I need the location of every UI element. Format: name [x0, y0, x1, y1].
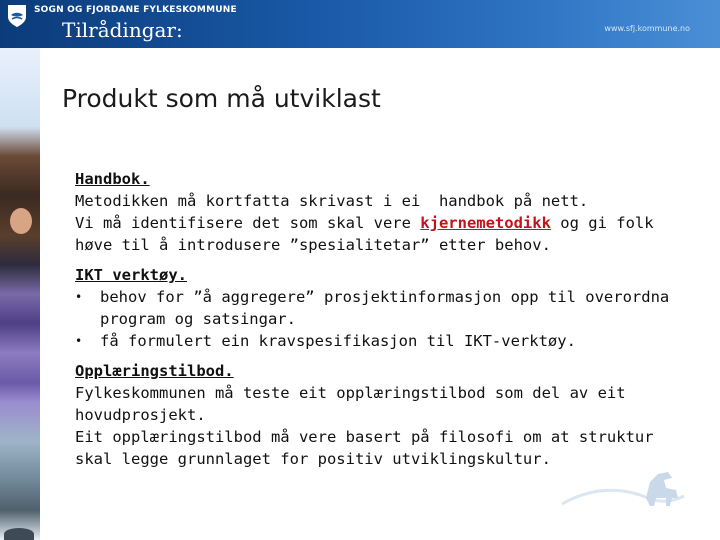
slide-title: Produkt som må utviklast [62, 84, 381, 113]
section-heading: Opplæringstilbod. [75, 362, 234, 380]
list-item-text: få formulert ein kravspesifikasjon til IKT-verktøy. [100, 332, 576, 350]
list-item [75, 286, 685, 330]
bullet-icon: • [75, 290, 83, 304]
section-ikt [75, 264, 685, 352]
body-line: Metodikken må kortfatta skrivast i ei handbok på nett. [75, 192, 589, 210]
bullet-icon: • [75, 334, 83, 348]
header-url: www.sfj.kommune.no [604, 24, 690, 33]
body-line [75, 212, 685, 234]
horse-watermark [560, 468, 700, 512]
header-band [0, 0, 720, 48]
section-handbok [75, 168, 685, 256]
organization-name: SOGN OG FJORDANE FYLKESKOMMUNE [34, 5, 237, 15]
body-paragraph: Fylkeskommunen må teste eit opplæringstilbod som del av eit hovudprosjekt. [75, 384, 626, 424]
county-shield-icon [6, 3, 28, 29]
list-item-text: behov for ”å aggregere” prosjektinformasjon opp til overordna program og satsingar. [100, 288, 670, 328]
banner-title: Tilrådingar: [62, 18, 183, 42]
section-opplaering [75, 360, 685, 470]
bullet-list [75, 286, 685, 352]
list-item [75, 330, 685, 352]
section-heading: Handbok. [75, 170, 150, 188]
left-photo-strip [0, 48, 40, 540]
body-text: Vi må identifisere det som skal vere [75, 214, 421, 232]
section-heading: IKT verktøy. [75, 266, 187, 284]
body-paragraph: Eit opplæringstilbod må vere basert på filosofi om at struktur skal legge grunnlaget for positiv utviklingskultur. [75, 428, 654, 468]
photo-strip-sculpture [4, 528, 34, 540]
photo-strip-person [10, 208, 32, 234]
slide-body [75, 168, 685, 478]
keyword-highlight: kjernemetodikk [420, 214, 551, 232]
body-text: og gi folk [550, 214, 654, 232]
body-line: høve til å introdusere ”spesialitetar” etter behov. [75, 236, 551, 254]
